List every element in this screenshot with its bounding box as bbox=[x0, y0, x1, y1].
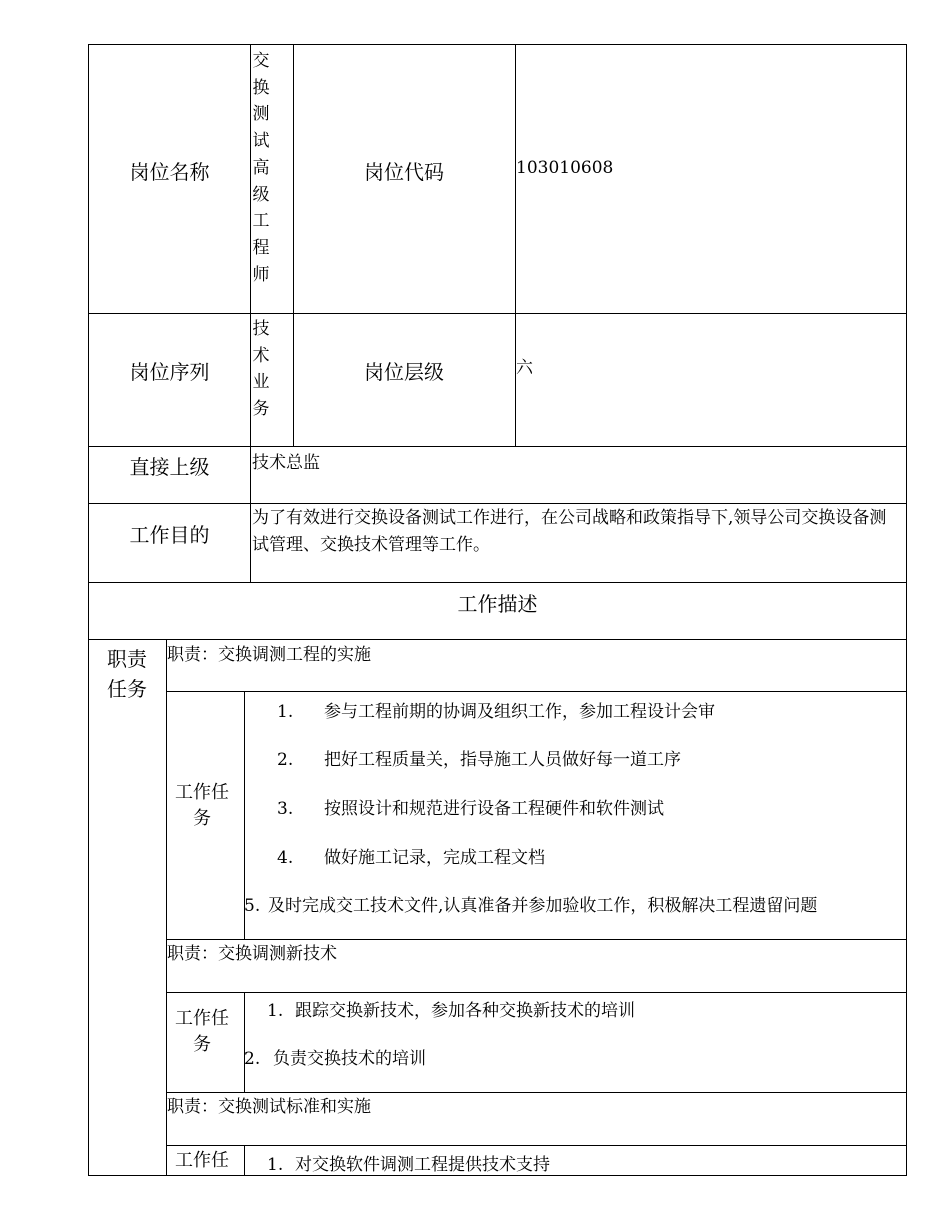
row-divider bbox=[88, 639, 907, 640]
row-divider bbox=[88, 313, 907, 314]
post-name-label: 岗位名称 bbox=[129, 160, 210, 184]
post-seq-label: 岗位序列 bbox=[129, 360, 210, 384]
row-divider bbox=[88, 446, 907, 447]
task-item: 2. 负责交换技术的培训 bbox=[244, 1049, 426, 1069]
purpose-label: 工作目的 bbox=[129, 523, 210, 547]
row-divider bbox=[166, 691, 907, 692]
row-divider bbox=[88, 503, 907, 504]
task-label: 工作任 bbox=[175, 1150, 229, 1171]
row-divider bbox=[166, 992, 907, 993]
task-label: 工作任务 bbox=[175, 1008, 229, 1055]
post-seq-value: 技术业务 bbox=[252, 319, 270, 420]
col-divider bbox=[244, 992, 245, 1093]
duty-title: 职责：交换调测工程的实施 bbox=[167, 645, 371, 665]
col-divider bbox=[515, 44, 516, 447]
post-code-value: 103010608 bbox=[516, 158, 614, 178]
post-code-label: 岗位代码 bbox=[364, 160, 444, 184]
task-item: 3. 按照设计和规范进行设备工程硬件和软件测试 bbox=[277, 799, 664, 819]
description-title: 工作描述 bbox=[457, 592, 538, 616]
task-item: 4. 做好施工记录，完成工程文档 bbox=[277, 848, 545, 868]
border-bottom bbox=[88, 1175, 907, 1176]
purpose-value: 为了有效进行交换设备测试工作进行，在公司战略和政策指导下,领导公司交换设备测试管理、交换技术管理等工作。 bbox=[252, 508, 887, 555]
supervisor-value: 技术总监 bbox=[252, 453, 320, 473]
task-label: 工作任务 bbox=[175, 782, 229, 829]
row-divider bbox=[88, 582, 907, 583]
task-item: 1. 参与工程前期的协调及组织工作，参加工程设计会审 bbox=[277, 702, 715, 722]
post-name-value: 交换测试高级工程师 bbox=[252, 51, 270, 285]
task-item: 1. 跟踪交换新技术，参加各种交换新技术的培训 bbox=[267, 1001, 635, 1021]
post-level-value: 六 bbox=[516, 358, 533, 378]
task-item: 2. 把好工程质量关，指导施工人员做好每一道工序 bbox=[277, 750, 681, 770]
row-divider bbox=[166, 1092, 907, 1093]
duty-title: 职责：交换调测新技术 bbox=[167, 944, 337, 964]
row-divider bbox=[166, 939, 907, 940]
task-item: 5. 及时完成交工技术文件,认真准备并参加验收工作，积极解决工程遗留问题 bbox=[244, 896, 818, 916]
supervisor-label: 直接上级 bbox=[129, 455, 210, 479]
col-divider bbox=[244, 1145, 245, 1176]
duties-label: 职责任务 bbox=[107, 647, 147, 701]
border-top bbox=[88, 44, 907, 45]
col-divider bbox=[293, 44, 294, 447]
post-level-label: 岗位层级 bbox=[364, 360, 444, 384]
task-item: 1. 对交换软件调测工程提供技术支持 bbox=[267, 1155, 550, 1175]
duty-title: 职责：交换测试标准和实施 bbox=[167, 1097, 371, 1117]
row-divider bbox=[166, 1145, 907, 1146]
